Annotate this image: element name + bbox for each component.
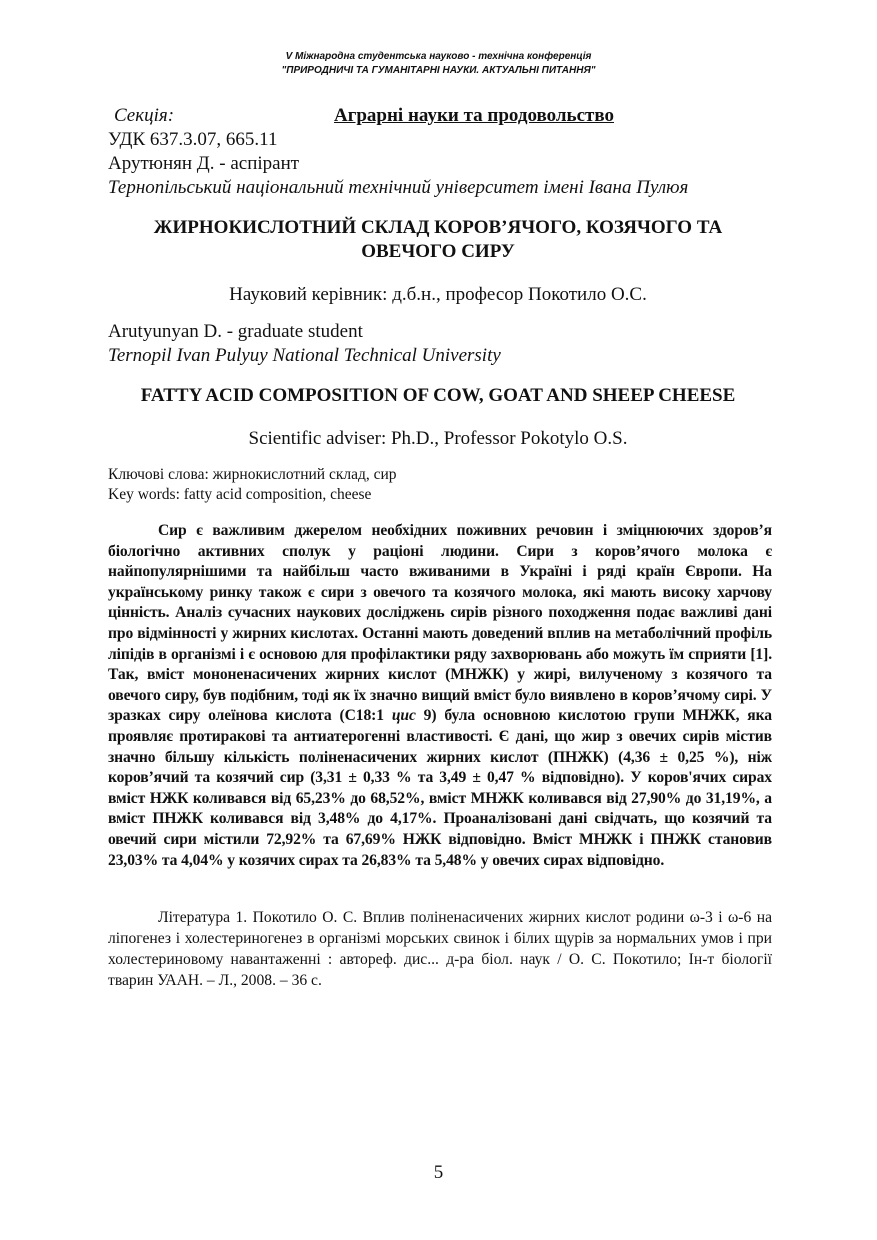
cis-term: цис	[391, 707, 416, 725]
author-block-en	[108, 320, 501, 368]
body-text-part1: Сир є важливим джерелом необхідних поживних речовин і зміцнюючих здоров’я біологічно активних сполук у раціоні людини. Сири з коров’ячого молока є найпопулярнішими та найбільш часто вживаними в Україні і ряді країн Європи. На українському ринку також є сири з овечого та козячого молока, які мають високу харчову цінність. Аналіз сучасних наукових досліджень сирів різного походження подає важливі дані про відмінності у жирних кислотах. Останні мають доведений вплив на метаболічний профіль ліпідів в організмі і є основою для профілактики ряду захворювань або можуть їм сприяти [1]. Так, вміст мононенасичених жирних кислот (МНЖК) у жирі, вилученому з козячого та овечого сиру, був подібним, тоді як їх значно вищий вміст було виявлено в коров’ячому сирі. У зразках сиру олеїнова кислота (С18:1	[108, 522, 772, 725]
body-text-part2: 9) була основною кислотою групи МНЖК, яка проявляє протиракові та антиатерогенні властивості. Є дані, що жир з овечих сирів містив значно більшу кількість поліненасичених жирних кислот (ПНЖК) (4,36 ± 0,25 %), ніж коров’ячий та козячий сир (3,31 ± 0,33 % та 3,49 ± 0,47 % відповідно). У коров'ячих сирах вміст НЖК коливався від 65,23% до 68,52%, вміст МНЖК коливався від 27,90% до 31,19%, а вміст ПНЖК коливався від 3,48% до 4,17%. Проаналізовані дані свідчать, що козячий та овечий сири містили 72,92% та 67,69% НЖК відповідно. Вміст МНЖК і ПНЖК становив 23,03% та 4,04% у козячих сирах та 26,83% та 5,48% у овечих сирах відповідно.	[108, 707, 772, 869]
section-name: Аграрні науки та продовольство	[334, 105, 614, 126]
author-ua: Арутюнян Д. - аспірант	[108, 153, 300, 174]
keywords-en: Key words: fatty acid composition, cheese	[108, 486, 372, 503]
title-ua-line2: ОВЕЧОГО СИРУ	[361, 241, 515, 262]
paper-title-ua	[108, 216, 768, 264]
adviser-en: Scientific adviser: Ph.D., Professor Pokotylo O.S.	[248, 428, 628, 449]
udk-code: УДК 637.3.07, 665.11	[108, 129, 278, 150]
references: Література 1. Покотило О. С. Вплив поліненасичених жирних кислот родини ω-3 і ω-6 на ліпогенез і холестериногенез в організмі морських свинок і білих щурів за нормальних умов і при холестериновому навантаженні : автореф. дис... д-ра біол. наук / О. С. Покотило; Ін-т біології тварин УААН. – Л., 2008. – 36 с.	[108, 909, 772, 989]
abstract-body	[108, 521, 772, 871]
affiliation-ua: Тернопільський національний технічний університет імені Івана Пулюя	[108, 177, 689, 198]
author-en: Arutyunyan D. - graduate student	[108, 321, 363, 342]
paper-title-en: FATTY ACID COMPOSITION OF COW, GOAT AND SHEEP CHEESE	[140, 385, 736, 406]
section-label: Секція:	[114, 105, 175, 126]
author-block-ua	[108, 128, 688, 200]
page-number: 5	[433, 1162, 444, 1183]
conference-header	[0, 50, 877, 78]
keywords-block	[108, 465, 397, 505]
keywords-ua: Ключові слова: жирнокислотний склад, сир	[108, 466, 397, 483]
conference-subtitle: "ПРИРОДНИЧІ ТА ГУМАНІТАРНІ НАУКИ. АКТУАЛЬНІ ПИТАННЯ"	[281, 65, 596, 76]
conference-title: V Міжнародна студентська науково - технічна конференція	[285, 51, 592, 62]
affiliation-en: Ternopil Ivan Pulyuy National Technical University	[108, 345, 501, 366]
title-ua-line1: ЖИРНОКИСЛОТНИЙ СКЛАД КОРОВ’ЯЧОГО, КОЗЯЧОГО ТА	[153, 217, 723, 238]
adviser-ua: Науковий керівник: д.б.н., професор Покотило О.С.	[229, 284, 647, 305]
